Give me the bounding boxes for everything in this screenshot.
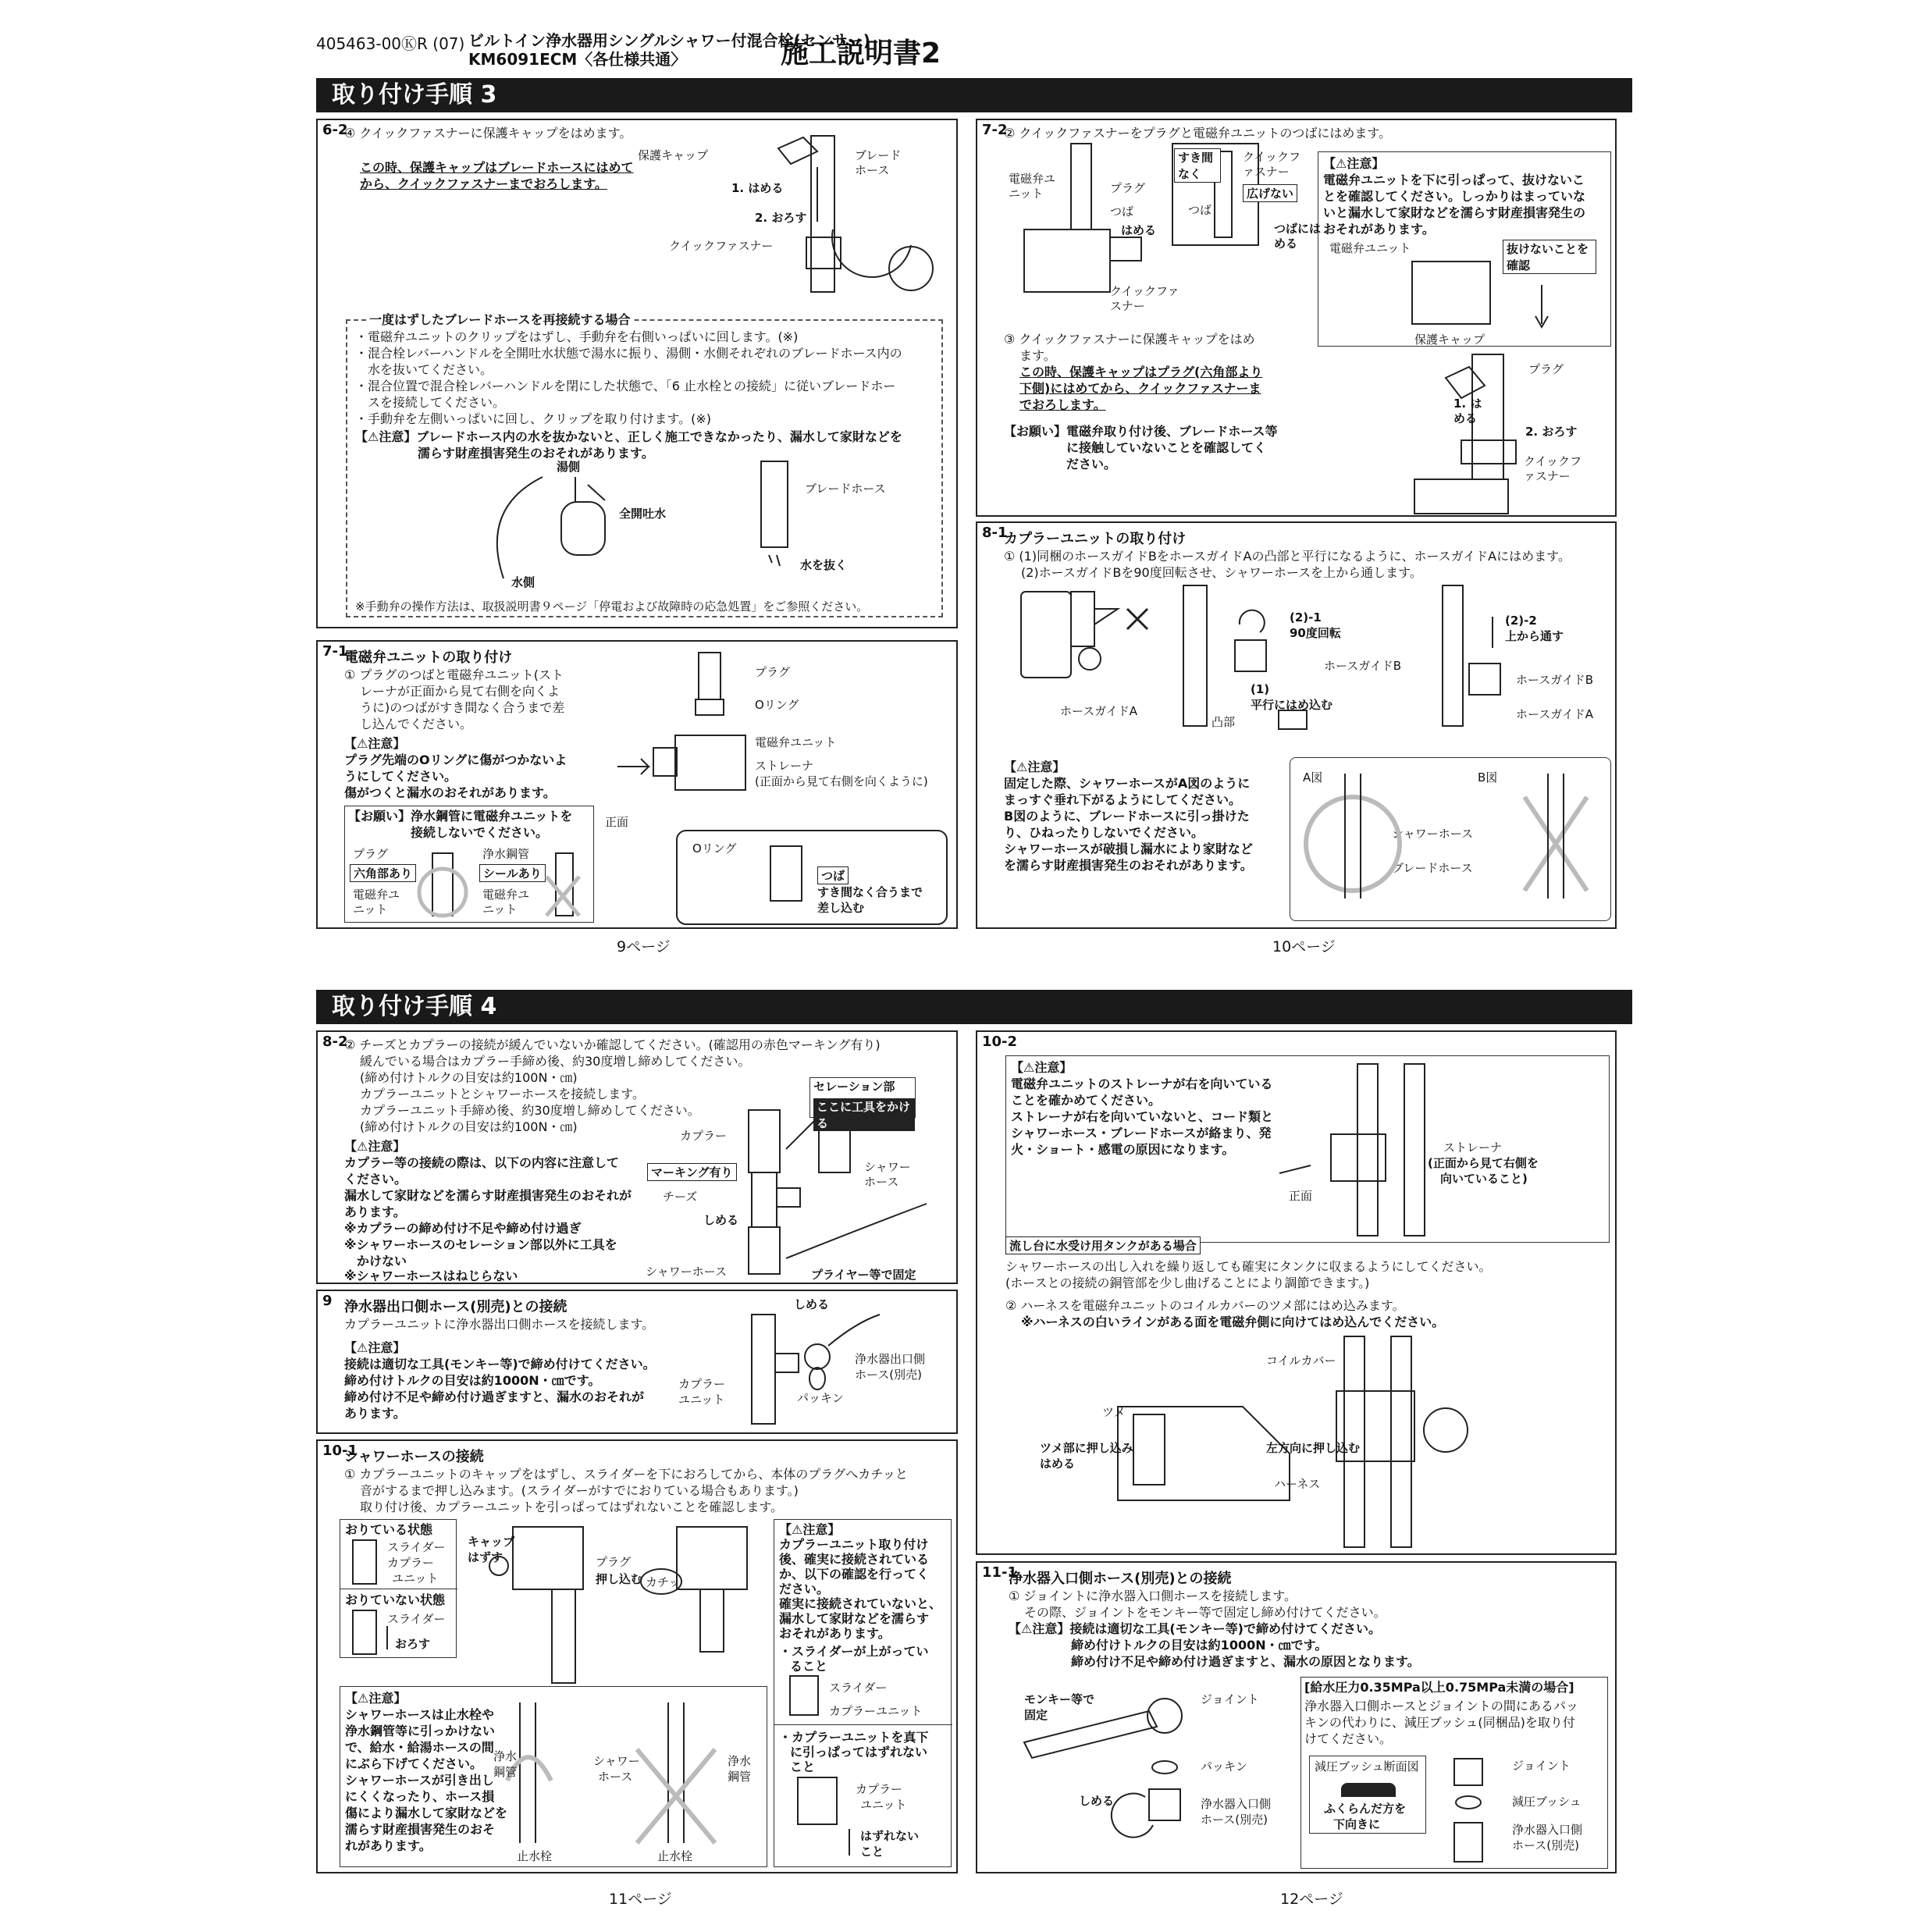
label-cap: 保護キャップ [1414,333,1485,347]
step3-line-2: ます。 [1019,348,1056,363]
caution-line-8: ※シャワーホースはねじらない [344,1268,518,1283]
caution-line-3: 傷がつくと漏水のおそれがあります。 [344,785,556,800]
reconnect-caution: 【⚠注意】ブレードホース内の水を抜かないと、正しく施工できなかったり、漏水して家財などを [355,429,902,444]
label-no-detach: はずれない [860,1829,920,1843]
caution-line-4: あります。 [344,1204,406,1219]
step-line-2: 音がするまで押し込みます。(スライダーがすでにおりている場合もあります。) [360,1483,799,1498]
label-inlet-fig-2: ホース(別売) [1512,1838,1579,1852]
label-r2: (2)-2 [1505,614,1537,628]
label-down: 2. おろす [755,211,807,225]
check2-line-1: ・カプラーユニットを真下 [779,1730,929,1745]
label-bulge-2: 下向きに [1333,1817,1381,1831]
step-number: 8-2 [322,1034,348,1050]
label-bulge: ふくらんだ方を [1324,1802,1407,1816]
caution-line-2: ください。 [344,1172,407,1187]
tank-line-2: (ホースとの接続の銅管部を少し曲げることにより調節できます。) [1005,1276,1370,1290]
label-plug: プラグ [1110,181,1146,195]
caution-line-3: 締め付け不足や締め付け過ぎますと、漏水のおそれが [344,1389,645,1404]
serration-label-box [809,1077,916,1130]
label-seal: シールあり [479,864,546,882]
model-name: KM6091ECM〈各仕様共通〉 [468,50,687,69]
check2-line-3: こと [790,1759,816,1774]
lever-figure [347,321,945,619]
step-line-1: ① (1)同梱のホースガイドBをホースガイドAの凸部と平行になるように、ホースガイドAにはめます。 [1004,549,1571,564]
panel-10-2 [976,1030,1617,1555]
step-line-1: ① カプラーユニットのキャップをはずし、スライダーを下におろしてから、本体のプラグへカチッと [344,1467,908,1482]
label-not-down: おりていない状態 [345,1592,446,1607]
label-qf-fig: クイックファスナー [1524,454,1582,483]
label-qf-2: クイックファスナー [1243,150,1300,179]
label-oring-2: Oリング [692,841,737,856]
step2-line-1: ② ハーネスを電磁弁ユニットのコイルカバーのツメ部にはめ込みます。 [1005,1298,1405,1313]
section4-title-bar [316,990,1632,1024]
label-shower-hose: シャワーホース [1392,827,1473,841]
label-coupler: カプラー [387,1556,435,1570]
label-down-state: おりている状態 [345,1522,433,1537]
step-number: 11-1 [982,1564,1018,1581]
page-number-12: 12ページ [1280,1891,1343,1908]
reconnect-line-2: ・混合栓レバーハンドルを全開吐水状態で湯水に振り、湯側・水側それぞれのブレードホース内の [355,346,902,361]
label-fig-b: B図 [1478,770,1498,785]
label-no-detach-2: こと [860,1845,884,1859]
label-r1: (2)-1 [1290,610,1322,624]
caution-heading: 【⚠注意】 [1004,760,1066,774]
label-strainer-2: (正面から見て右側を [1428,1156,1539,1170]
caution-line-7: かけない [344,1254,407,1268]
label-bush-fig: 減圧ブッシュ [1512,1795,1582,1809]
label-coupler-check: カプラーユニット [829,1704,923,1718]
caution-line-1: 電磁弁ユニットのストレーナが右を向いている [1011,1076,1273,1091]
step-line-2: その際、ジョイントをモンキー等で固定し締め付けてください。 [1024,1605,1386,1620]
panel-11-1 [976,1561,1617,1873]
page-number-9: 9ページ [617,938,671,955]
label-fit: はめる [1121,223,1157,237]
label-strainer: ストレーナ [1443,1140,1503,1155]
label-strainer-3: 向いていること) [1440,1172,1528,1186]
label-hot: 湯側 [557,460,581,474]
caution-line-3: ストレーナが右を向いていないと、コード類と [1011,1109,1274,1124]
step3-line-4: 下側)にはめてから、クイックファスナーま [1019,381,1261,396]
caution-line-1: シャワーホースは止水栓や [345,1707,494,1722]
label-coupler-pull-2: ユニット [860,1798,907,1812]
label-convex: 凸部 [1212,715,1236,729]
label-cap-remove: はずす [468,1550,503,1564]
text-line-3: (締め付けトルクの目安は約100N・㎝) [360,1070,578,1085]
section3-title-bar [316,78,1632,112]
pressure-line-1: 浄水器入口側ホースとジョイントの間にあるパッ [1304,1699,1578,1713]
label-strainer-2: (正面から見て右側を向くように) [755,774,928,788]
check1-line-2: ること [790,1659,828,1674]
label-harness: ハーネス [1274,1477,1321,1491]
request-line-2: 接続しないでください。 [411,825,549,840]
section-title: シャワーホースの接続 [344,1449,484,1465]
label-valve-right: 電磁弁ユニット [755,735,837,749]
pressure-title: [給水圧力0.35MPa以上0.75MPa未満の場合] [1304,1680,1574,1695]
label-drain: 水を抜く [800,558,848,572]
label-plug: プラグ [596,1555,632,1569]
label-plug-fig: プラグ [1528,362,1564,376]
section-title: カプラーユニットの取り付け [1004,531,1187,547]
label-fit-tsuba: つばにはめる [1274,222,1322,251]
caution-line-2: 後、確実に接続されている [779,1552,930,1567]
caution-heading: 【⚠注意】 [344,736,406,751]
text-line-4: カプラーユニットとシャワーホースを接続します。 [360,1087,645,1101]
reconnect-line-3: 水を抜いてください。 [355,362,493,377]
panel-9 [316,1290,958,1434]
caution-line-2: ことを確かめてください。 [1011,1093,1162,1108]
product-name: ビルトイン浄水器用シングルシャワー付混合栓(センサー) [468,31,870,50]
label-tee: チーズ [663,1190,698,1204]
label-shower: シャワー [593,1754,640,1768]
caution-line-7: 傷により漏水して家財などを [345,1806,508,1820]
label-guide-a: ホースガイドA [1060,704,1138,718]
caution-line-1: 接続は適切な工具(モンキー等)で締め付けてください。 [344,1357,656,1372]
tank-title: 流し台に水受け用タンクがある場合 [1005,1236,1201,1254]
label-outlet-2: ホース(別売) [855,1368,922,1382]
label-cap: 保護キャップ [638,148,709,162]
label-front: 正面 [1289,1189,1313,1203]
pressure-box [1300,1677,1608,1869]
label-pipe-right-2: 鋼管 [728,1770,752,1784]
reconnect-line-5: スを接続してください。 [355,395,506,410]
reconnect-line-1: ・電磁弁ユニットのクリップをはずし、手動弁を右側いっぱいに回します。(※) [355,329,799,344]
page-number-10: 10ページ [1272,938,1336,955]
label-lower: おろす [395,1637,431,1651]
tank-line-1: シャワーホースの出し入れを繰り返しても確実にタンクに収まるようにしてください。 [1005,1259,1492,1274]
caution-line-3: いと漏水して家財などを濡らす財産損害発生の [1323,205,1586,220]
section-title: 浄水器入口側ホース(別売)との接続 [1009,1571,1232,1587]
caution-heading: 【⚠注意】 [1323,156,1385,171]
step-text: ② クイックファスナーをプラグと電磁弁ユニットのつばにはめます。 [1004,126,1392,141]
panel-8-2 [316,1030,958,1284]
label-inlet: 浄水器入口側 [1201,1797,1272,1811]
label-valve-2: 電磁弁ユニット [482,888,530,916]
label-tool-here: ここに工具をかける [813,1098,915,1131]
label-shower-hose-2: シャワーホース [646,1265,727,1279]
hang-figure [340,1687,768,1868]
label-oring: Oリング [755,698,799,712]
label-qf: クイックファスナー [1110,284,1179,313]
label-packing: パッキン [797,1391,844,1405]
panel-7-1 [316,640,958,929]
label-valve: 電磁弁ユニット [1009,172,1056,201]
text-line-5: カプラーユニット手締め後、約30度増し締めしてください。 [360,1103,700,1118]
label-braid-hose: ブレードホース [805,482,886,496]
step-number: 10-2 [982,1034,1018,1050]
label-pipe-right: 浄水 [728,1754,752,1768]
label-inlet-2: ホース(別売) [1201,1813,1268,1827]
label-insert-2: 差し込む [817,901,865,915]
label-fit-fig: 1. はめる [1453,397,1482,425]
label-tsuba-2: つば [1188,203,1212,217]
caution-line-1: 【⚠注意】接続は適切な工具(モンキー等)で締め付けてください。 [1009,1621,1381,1636]
section-title: 浄水器出口側ホース(別売)との接続 [344,1299,568,1315]
label-tsuba: つば [817,866,849,884]
label-check: 抜けないことを確認 [1503,240,1596,274]
request-line-1: 【お願い】電磁弁取り付け後、ブレードホース等 [1004,424,1278,439]
step-line-1: ① プラグのつばと電磁弁ユニット(スト [344,667,564,682]
caution-heading: 【⚠注意】 [344,1139,406,1154]
hang-caution-box [340,1686,767,1867]
caution-line-2: とを確認してください。しっかりはまっていな [1323,189,1586,204]
caution-line-1: 固定した際、シャワーホースがA図のように [1004,776,1251,791]
caution-line-3: 漏水して家財などを濡らす財産損害発生のおそれが [344,1188,632,1203]
caution-line-4: シャワーホース・ブレードホースが絡まり、発 [1011,1126,1272,1140]
label-down-fig: 2. おろす [1525,425,1578,439]
label-fig-a: A図 [1303,770,1323,785]
caution-line-4: おそれがあります。 [1323,222,1435,237]
label-push: 押し込む [596,1572,643,1586]
caution-line-5: 確実に接続されていないと、 [779,1596,942,1611]
ab-figure [1290,758,1612,922]
caution-heading: 【⚠注意】 [779,1522,841,1537]
label-shower-hose: シャワーホース [864,1160,911,1189]
label-coupler-2: ユニット [678,1393,725,1407]
label-coupler-pull: カプラー [856,1782,903,1796]
manual-valve-note: ※手動弁の操作方法は、取扱説明書９ページ「停電および故障時の応急処置」をご参照ください。 [355,600,869,614]
step-text: ④ クイックファスナーに保護キャップをはめます。 [344,126,632,141]
label-hex: 六角部あり [350,864,416,882]
reconnect-title: 一度はずしたブレードホースを再接続する場合 [366,311,634,328]
label-coil-cover: コイルカバー [1266,1354,1336,1368]
label-stop-valve-2: 止水栓 [657,1849,693,1863]
caution-heading: 【⚠注意】 [1011,1060,1073,1075]
label-pipe: 浄水鋼管 [482,847,530,861]
step-line-1: ① ジョイントに浄水器入口側ホースを接続します。 [1009,1589,1297,1603]
label-coupler: カプラー [678,1377,726,1391]
label-coupler: カプラー [680,1129,728,1143]
caution-line-5: シャワーホースが引き出し [345,1773,494,1788]
label-braid-hose: ブレードホース [1392,861,1473,875]
label-valve: 電磁弁ユニット [353,888,400,916]
caution-line-4: り、ひねったりしないでください。 [1004,825,1204,840]
label-plier: プライヤー等で固定 [811,1268,916,1282]
label-r1b: 90度回転 [1290,626,1341,640]
label-plug-right: プラグ [755,665,791,679]
section-title: 電磁弁ユニットの取り付け [344,649,513,666]
label-joint-fig: ジョイント [1512,1759,1571,1773]
check1-line-1: ・スライダーが上がってい [779,1644,929,1659]
label-guide-b-2: ホースガイドB [1516,673,1594,687]
caution-heading: 【⚠注意】 [344,1340,406,1355]
check2-line-2: に引っぱってはずれない [790,1745,928,1759]
label-braid: ブレードホース [855,148,902,177]
caution-line-1: 電磁弁ユニットを下に引っぱって、抜けないこ [1323,173,1585,187]
caution-line-5: ※カプラーの締め付け不足や締め付け過ぎ [344,1221,582,1236]
label-open: 広げない [1243,184,1297,202]
caution-line-6: 漏水して家財などを濡らす [779,1611,930,1626]
label-guide-b: ホースガイドB [1324,659,1402,673]
label-r2b: 上から通す [1505,629,1564,643]
step-line-2: レーナが正面から見て右側を向くよ [360,684,560,699]
step-line-3: 取り付け後、カプラーユニットを引っぱってはずれないことを確認します。 [360,1500,784,1514]
caution-line-9: れがあります。 [345,1838,432,1853]
label-pipe-left: 浄水 [493,1749,518,1763]
label-insert: すき間なく合うまで [817,885,923,899]
step-number: 7-1 [322,643,348,660]
reconnect-caution-2: 濡らす財産損害発生のおそれがあります。 [418,446,654,461]
step-number: 6-2 [322,122,348,138]
label-push-left: 左方向に押し込む [1266,1441,1361,1455]
step-text: カプラーユニットに浄水器出口側ホースを接続します。 [344,1317,655,1332]
label-p1: (1) [1251,682,1270,696]
label-tighten: しめる [794,1297,830,1311]
ab-figure-box [1290,757,1611,921]
step3-line-1: ③ クイックファスナーに保護キャップをはめ [1004,332,1255,347]
label-stop-valve: 止水栓 [517,1849,553,1863]
caution-line-3: か、以下の確認を行ってく [779,1567,930,1582]
step-number: 8-1 [982,525,1008,541]
panel-8-1 [976,521,1617,929]
panel-7-2 [976,119,1617,517]
label-claw: ツメ [1102,1405,1126,1419]
step2-line-2: ※ハーネスの白いラインがある面を電磁弁側に向けてはめ込んでください。 [1021,1315,1445,1329]
label-joint: ジョイント [1201,1692,1259,1706]
caution-line-3: で、給水・給湯ホースの間 [345,1740,494,1755]
caution-line-1: カプラー等の接続の際は、以下の内容に注意して [344,1155,620,1170]
label-tighten: しめる [703,1213,739,1227]
label-tighten: しめる [1079,1794,1115,1808]
label-push-claw: ツメ部に押し込み [1040,1441,1133,1455]
section3-title: 取り付け手順 3 [332,81,497,109]
pressure-line-2: キンの代わりに、減圧ブッシュ(同梱品)を取り付 [1304,1715,1575,1730]
label-monkey: モンキー等で [1024,1692,1095,1706]
label-monkey-2: 固定 [1024,1708,1048,1722]
caution-line-8: 濡らす財産損害発生のおそ [345,1822,496,1837]
label-cold: 水側 [511,575,535,589]
caution-line-2: まっすぐ垂れ下がるようにしてください。 [1004,792,1242,807]
label-p1b: 平行にはめ込む [1251,698,1333,712]
pressure-line-3: けてください。 [1304,1731,1393,1746]
step-number: 7-2 [982,122,1008,138]
coupler-tee-figure [318,1032,959,1286]
caution-line-4: にぶら下げてください。 [345,1756,483,1771]
coupler-check-box [774,1519,952,1867]
label-tsuba: つば [1110,205,1134,219]
label-full-open: 全開吐水 [619,507,667,521]
step-line-4: し込んでください。 [360,717,473,731]
step-number: 9 [322,1293,333,1309]
caution-line-3: B図のように、ブレードホースに引っ掛けた [1004,809,1250,824]
reconnect-line-6: ・手動弁を左側いっぱいに回し、クリップを取り付けます。(※) [355,411,711,426]
caution-line-2: うにしてください。 [344,769,457,784]
label-serration: セレーション部 [813,1080,895,1094]
label-guide-a-2: ホースガイドA [1516,707,1594,721]
caution-line-2: 浄水鋼管等に引っかけない [345,1724,496,1738]
step3-line-3: この時、保護キャップはプラグ(六角部より [1019,365,1263,379]
caution-line-3: 締め付け不足や締め付け過ぎますと、漏水の原因となります。 [1071,1654,1420,1669]
step-number: 10-1 [322,1443,358,1459]
caution-line-1: カプラーユニット取り付け [779,1537,929,1552]
label-slider-check: スライダー [829,1681,888,1695]
label-bush-section: 減圧ブッシュ断面図 [1315,1759,1419,1774]
caution-line-5: シャワーホースが破損し漏水により家財など [1004,841,1253,856]
label-fit: 1. はめる [731,181,784,195]
caution-line-2: 締め付けトルクの目安は約1000N・㎝です。 [1071,1638,1328,1653]
caution-line-7: おそれがあります。 [779,1626,891,1641]
step3-line-5: でおろします。 [1019,397,1106,412]
caution-line-2: 締め付けトルクの目安は約1000N・㎝です。 [344,1373,601,1388]
step-line-3: うに)のつばがすき間なく合うまで差 [360,700,565,715]
caution-line-5: 火・ショート・感電の原因になります。 [1011,1142,1235,1157]
label-qf: クイックファスナー [669,239,774,253]
label-slider-2: スライダー [387,1612,446,1626]
request-line-2: に接触していないことを確認してく [1066,440,1267,455]
label-front: 正面 [605,815,629,829]
label-packing: パッキン [1201,1759,1247,1774]
doc-code: 405463-00ⓀR (07) [316,34,465,53]
step-text-bold: この時、保護キャップはブレードホースにはめてから、クイックファスナーまでおろします。 [360,160,634,191]
label-strainer: ストレーナ [755,759,814,773]
page-number-11: 11ページ [609,1891,672,1908]
step-line-2: (2)ホースガイドBを90度回転させ、シャワーホースを上から通します。 [1021,565,1422,580]
text-line-2: 緩んでいる場合はカプラー手締め後、約30度増し締めしてください。 [360,1054,751,1069]
label-pipe-left-2: 鋼管 [493,1765,518,1779]
doc-title: 施工説明書2 [781,37,941,69]
caution-line-6: にくくなったり、ホース損 [345,1789,495,1804]
check-figure [774,1520,952,1868]
section4-title: 取り付け手順 4 [332,993,497,1020]
label-plug: プラグ [353,847,389,861]
reconnect-box [346,312,943,617]
panel-6-2 [316,119,958,628]
text-line-1: ② チーズとカプラーの接続が緩んでいないか確認してください。(確認用の赤色マーキング有り) [344,1037,881,1052]
caution-line-6: ※シャワーホースのセレーション部以外に工具を [344,1237,617,1252]
label-push-claw-2: はめる [1040,1457,1076,1471]
request-line-1: 【お願い】浄水鋼管に電磁弁ユニットを [348,809,573,824]
caution-line-4: あります。 [344,1406,406,1421]
label-nogap: すき間なく [1174,148,1221,183]
caution-line-4: ださい。 [779,1582,830,1596]
caution-line-6: を濡らす財産損害発生のおそれがあります。 [1004,858,1253,873]
text-line-6: (締め付けトルクの目安は約100N・㎝) [360,1119,578,1134]
label-coupler-unit: ユニット [392,1571,439,1585]
label-click: カチッ [646,1575,681,1589]
request-line-3: ださい。 [1066,457,1117,471]
label-inlet-fig: 浄水器入口側 [1512,1823,1583,1837]
label-outlet: 浄水器出口側 [855,1352,926,1366]
reconnect-line-4: ・混合位置で混合栓レバーハンドルを閉にした状態で、「6 止水栓との接続」に従いブレードホー [355,379,896,393]
label-cap: キャップ [468,1535,515,1549]
label-valve-check: 電磁弁ユニット [1329,241,1411,255]
cap-plug-figure [977,120,1618,518]
panel-10-1 [316,1439,958,1873]
caution-heading: 【⚠注意】 [345,1691,407,1706]
label-marking: マーキング有り [647,1163,737,1181]
label-shower-2: ホース [598,1770,633,1784]
label-slider: スライダー [387,1540,446,1554]
caution-line-1: プラグ先端のOリングに傷がつかないよ [344,753,568,767]
